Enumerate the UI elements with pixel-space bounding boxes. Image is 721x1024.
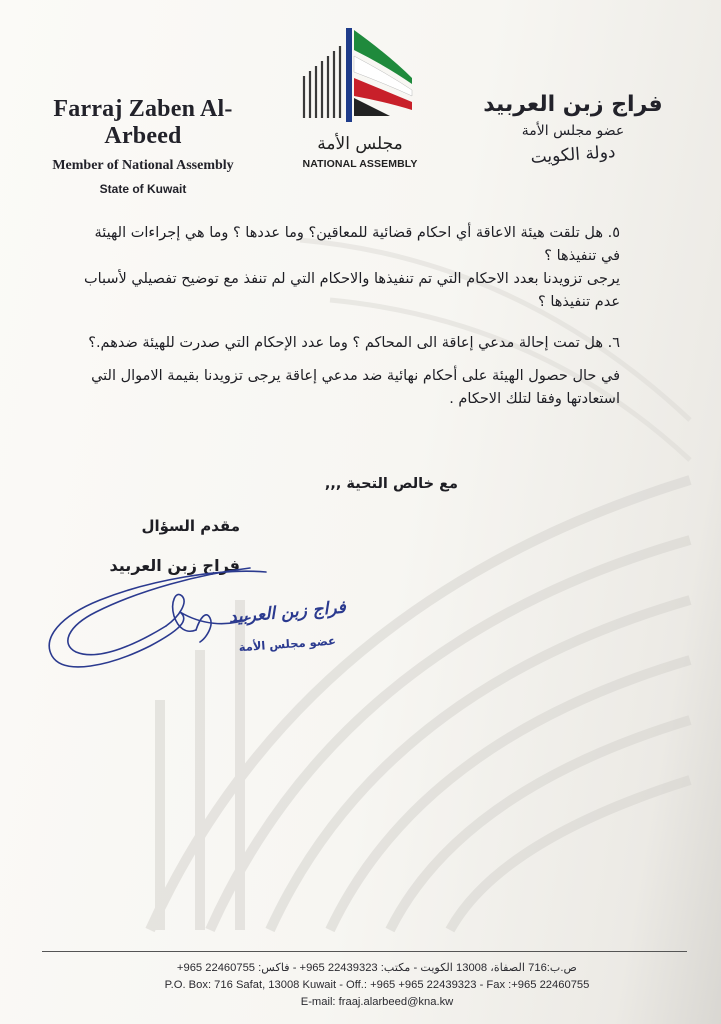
stamp-role: عضو مجلس الأمة <box>238 633 337 655</box>
state-ar: دولة الكويت <box>529 142 617 168</box>
member-name-ar: فراج زبن العربيد <box>483 92 663 117</box>
footer-email: E-mail: fraaj.alarbeed@kna.kw <box>300 996 454 1008</box>
submitted-by-label: مقدم السؤال <box>141 517 240 535</box>
member-role-ar: عضو مجلس الأمة <box>521 123 625 139</box>
footer-divider <box>42 951 687 952</box>
logo-english-name: NATIONAL ASSEMBLY <box>302 158 418 170</box>
member-role-en: Member of National Assembly <box>52 158 234 173</box>
footer-address-en: P.O. Box: 716 Safat, 13008 Kuwait - Off.: +965 +965 22439323 - Fax :+965 22460755 <box>164 979 590 991</box>
request-6: في حال حصول الهيئة على أحكام نهائية ضد مدعي إعاقة يرجى تزويدنا بقيمة الاموال التي استعادتها وفقا لتلك الاحكام . <box>91 368 620 407</box>
submitted-by-name: فراج زبن العربيد <box>109 556 240 575</box>
state-en: State of Kuwait <box>99 182 187 196</box>
national-assembly-logo <box>290 26 430 176</box>
assembly-emblem-icon <box>290 26 430 134</box>
question-5: ٥. هل تلقت هيئة الاعاقة أي احكام قضائية للمعاقين؟ وما عددها ؟ وما هي إجراءات الهيئة في تنفيذها ؟ <box>94 225 620 264</box>
question-6: ٦. هل تمت إحالة مدعي إعاقة الى المحاكم ؟ وما عدد الإحكام التي صدرت للهيئة ضدهم.؟ <box>88 335 620 351</box>
header-english <box>18 96 268 196</box>
request-5: يرجى تزويدنا بعدد الاحكام التي تم تنفيذها والاحكام التي لم تنفذ مع توضيح تفصيلي لأسباب عدم تنفيذها ؟ <box>83 271 620 310</box>
closing-greeting: مع خالص التحية ,,, <box>324 476 458 492</box>
stamp-name: فراج زبن العربيد <box>228 597 347 628</box>
letter-body <box>80 222 620 411</box>
footer-address-ar: ص.ب:716 الصفاة، 13008 الكويت - مكتب: 22439323 965+ - فاكس: 22460755 965+ <box>176 962 578 974</box>
logo-arabic-name: مجلس الأمة <box>317 134 403 154</box>
header-arabic <box>473 92 673 168</box>
member-name-en: Farraj Zaben Al-Arbeed <box>53 96 233 149</box>
